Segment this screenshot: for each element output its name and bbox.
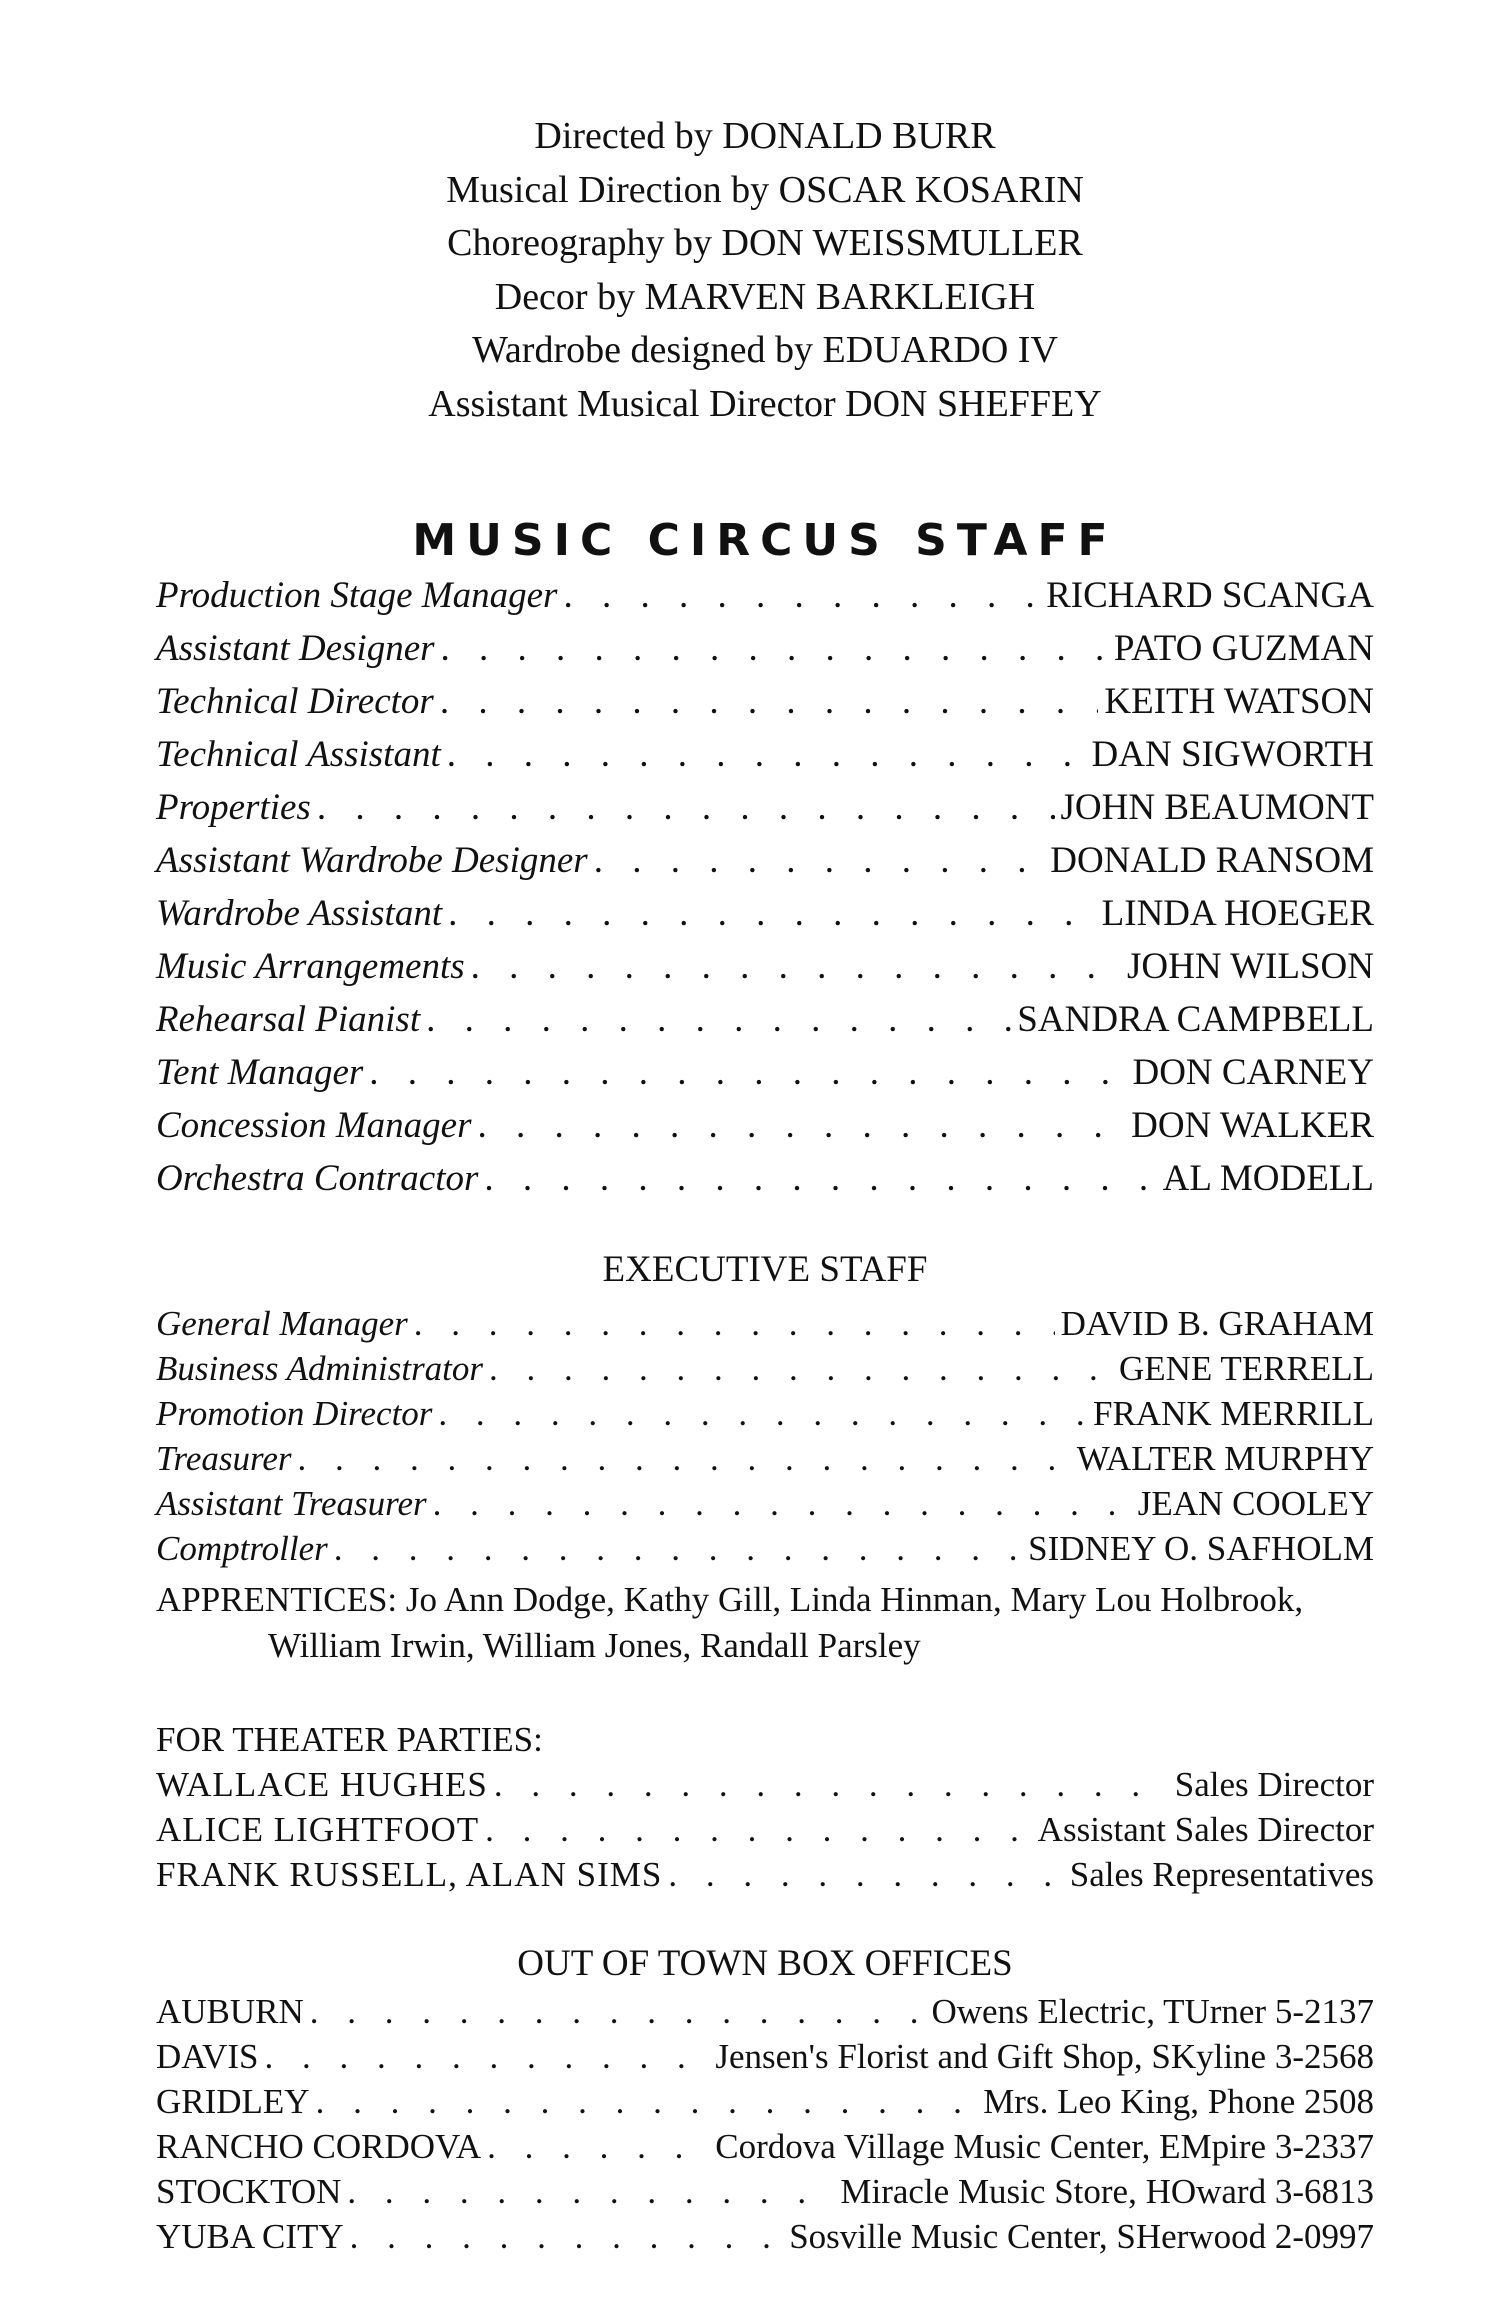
staff-role: Production Stage Manager bbox=[156, 575, 558, 616]
party-contact-row bbox=[156, 1762, 1374, 1807]
contact-name: WALLACE HUGHES bbox=[156, 1765, 488, 1804]
contact-name: FRANK RUSSELL, ALAN SIMS bbox=[156, 1855, 663, 1894]
exec-row bbox=[156, 1526, 1374, 1571]
staff-name: JOHN WILSON bbox=[1126, 946, 1374, 987]
staff-name: LINDA HOEGER bbox=[1101, 893, 1374, 934]
dot-leader bbox=[369, 1046, 1126, 1099]
staff-row bbox=[156, 887, 1374, 940]
staff-name: DAN SIGWORTH bbox=[1091, 734, 1374, 775]
staff-name: JOHN BEAUMONT bbox=[1060, 787, 1374, 828]
town-name: YUBA CITY bbox=[156, 2217, 344, 2256]
town-name: AUBURN bbox=[156, 1992, 304, 2031]
staff-role: Tent Manager bbox=[156, 1052, 364, 1093]
dot-leader bbox=[264, 2034, 709, 2079]
box-offices-list bbox=[156, 1989, 1374, 2259]
exec-name: JEAN COOLEY bbox=[1137, 1484, 1374, 1523]
dot-leader bbox=[485, 1807, 1032, 1852]
program-page bbox=[156, 110, 1374, 2259]
dot-leader bbox=[489, 1346, 1113, 1391]
staff-name: RICHARD SCANGA bbox=[1046, 575, 1374, 616]
contact-role: Sales Director bbox=[1174, 1765, 1374, 1804]
dot-leader bbox=[494, 1762, 1169, 1807]
staff-role: Wardrobe Assistant bbox=[156, 893, 443, 934]
dot-leader bbox=[414, 1301, 1055, 1346]
dot-leader bbox=[347, 2169, 834, 2214]
dot-leader bbox=[487, 2124, 709, 2169]
staff-role: Assistant Wardrobe Designer bbox=[156, 840, 588, 881]
staff-name: PATO GUZMAN bbox=[1113, 628, 1374, 669]
dot-leader bbox=[441, 622, 1108, 675]
town-name: GRIDLEY bbox=[156, 2082, 310, 2121]
music-circus-staff-list bbox=[156, 569, 1374, 1205]
credit-line: Decor by MARVEN BARKLEIGH bbox=[494, 275, 1036, 318]
dot-leader bbox=[426, 993, 1011, 1046]
party-contact-row bbox=[156, 1852, 1374, 1897]
dot-leader bbox=[316, 2079, 978, 2124]
box-office-location: Sosville Music Center, SHerwood 2-0997 bbox=[789, 2217, 1374, 2256]
theater-parties bbox=[156, 1717, 1374, 1897]
dot-leader bbox=[484, 1152, 1156, 1205]
staff-name: DON WALKER bbox=[1131, 1105, 1374, 1146]
dot-leader bbox=[433, 1481, 1132, 1526]
box-office-row bbox=[156, 1989, 1374, 2034]
dot-leader bbox=[471, 940, 1121, 993]
exec-row bbox=[156, 1436, 1374, 1481]
contact-role: Assistant Sales Director bbox=[1037, 1810, 1374, 1849]
exec-role: Treasurer bbox=[156, 1439, 292, 1478]
exec-row bbox=[156, 1481, 1374, 1526]
credit-line: Musical Direction by OSCAR KOSARIN bbox=[446, 168, 1084, 211]
dot-leader bbox=[594, 834, 1045, 887]
box-office-row bbox=[156, 2214, 1374, 2259]
exec-role: General Manager bbox=[156, 1304, 408, 1343]
exec-name: WALTER MURPHY bbox=[1076, 1439, 1374, 1478]
exec-row bbox=[156, 1346, 1374, 1391]
dot-leader bbox=[440, 675, 1099, 728]
staff-role: Music Arrangements bbox=[156, 946, 465, 987]
staff-role: Technical Director bbox=[156, 681, 434, 722]
exec-role: Assistant Treasurer bbox=[156, 1484, 427, 1523]
dot-leader bbox=[478, 1099, 1126, 1152]
exec-name: DAVID B. GRAHAM bbox=[1060, 1304, 1374, 1343]
staff-row bbox=[156, 940, 1374, 993]
dot-leader bbox=[350, 2214, 784, 2259]
exec-name: FRANK MERRILL bbox=[1093, 1394, 1374, 1433]
exec-role: Business Administrator bbox=[156, 1349, 484, 1388]
dot-leader bbox=[447, 728, 1086, 781]
staff-name: DONALD RANSOM bbox=[1050, 840, 1374, 881]
town-name: DAVIS bbox=[156, 2037, 259, 2076]
dot-leader bbox=[668, 1852, 1063, 1897]
staff-name: AL MODELL bbox=[1162, 1158, 1374, 1199]
dot-leader bbox=[438, 1391, 1087, 1436]
apprentices-list bbox=[156, 1577, 1374, 1669]
box-office-location: Jensen's Florist and Gift Shop, SKyline 3-2568 bbox=[715, 2037, 1374, 2076]
box-office-row bbox=[156, 2169, 1374, 2214]
music-circus-staff-heading: MUSIC CIRCUS STAFF bbox=[412, 515, 1118, 566]
town-name: RANCHO CORDOVA bbox=[156, 2127, 482, 2166]
staff-row bbox=[156, 569, 1374, 622]
executive-staff-list bbox=[156, 1301, 1374, 1571]
exec-name: GENE TERRELL bbox=[1118, 1349, 1374, 1388]
credit-line: Assistant Musical Director DON SHEFFEY bbox=[428, 382, 1102, 425]
staff-row bbox=[156, 622, 1374, 675]
apprentices-line: APPRENTICES: Jo Ann Dodge, Kathy Gill, Linda Hinman, Mary Lou Holbrook, bbox=[156, 1580, 1304, 1619]
credit-line: Directed by DONALD BURR bbox=[534, 115, 996, 157]
dot-leader bbox=[563, 569, 1040, 622]
staff-role: Orchestra Contractor bbox=[156, 1158, 479, 1199]
staff-name: SANDRA CAMPBELL bbox=[1017, 999, 1374, 1040]
dot-leader bbox=[448, 887, 1096, 940]
dot-leader bbox=[310, 1989, 926, 2034]
box-office-location: Owens Electric, TUrner 5-2137 bbox=[931, 1992, 1374, 2031]
staff-row bbox=[156, 675, 1374, 728]
production-credits bbox=[156, 110, 1374, 431]
theater-parties-heading: FOR THEATER PARTIES: bbox=[156, 1720, 543, 1759]
staff-row bbox=[156, 781, 1374, 834]
town-name: STOCKTON bbox=[156, 2172, 342, 2211]
credit-line: Choreography by DON WEISSMULLER bbox=[447, 222, 1083, 264]
box-offices-heading: OUT OF TOWN BOX OFFICES bbox=[517, 1943, 1013, 1984]
box-office-location: Mrs. Leo King, Phone 2508 bbox=[983, 2082, 1374, 2121]
exec-role: Comptroller bbox=[156, 1529, 328, 1568]
box-office-row bbox=[156, 2079, 1374, 2124]
staff-row bbox=[156, 993, 1374, 1046]
staff-role: Assistant Designer bbox=[156, 628, 435, 669]
box-office-location: Cordova Village Music Center, EMpire 3-2337 bbox=[715, 2127, 1374, 2166]
staff-name: KEITH WATSON bbox=[1104, 681, 1374, 722]
staff-row bbox=[156, 1152, 1374, 1205]
contact-name: ALICE LIGHTFOOT bbox=[156, 1810, 480, 1849]
staff-role: Technical Assistant bbox=[156, 734, 441, 775]
exec-row bbox=[156, 1301, 1374, 1346]
staff-role: Properties bbox=[156, 787, 311, 828]
contact-role: Sales Representatives bbox=[1069, 1855, 1374, 1894]
box-office-row bbox=[156, 2034, 1374, 2079]
apprentices-line: William Irwin, William Jones, Randall Parsley bbox=[268, 1626, 921, 1665]
dot-leader bbox=[317, 781, 1055, 834]
party-contact-row bbox=[156, 1807, 1374, 1852]
credit-line: Wardrobe designed by EDUARDO IV bbox=[472, 329, 1058, 371]
exec-role: Promotion Director bbox=[156, 1394, 433, 1433]
staff-role: Concession Manager bbox=[156, 1105, 472, 1146]
executive-staff-heading: EXECUTIVE STAFF bbox=[602, 1249, 928, 1290]
staff-row bbox=[156, 1046, 1374, 1099]
staff-row bbox=[156, 1099, 1374, 1152]
staff-name: DON CARNEY bbox=[1132, 1052, 1374, 1093]
staff-row bbox=[156, 728, 1374, 781]
staff-row bbox=[156, 834, 1374, 887]
exec-name: SIDNEY O. SAFHOLM bbox=[1028, 1529, 1374, 1568]
box-office-location: Miracle Music Store, HOward 3-6813 bbox=[840, 2172, 1374, 2211]
staff-role: Rehearsal Pianist bbox=[156, 999, 421, 1040]
dot-leader bbox=[298, 1436, 1071, 1481]
dot-leader bbox=[334, 1526, 1022, 1571]
box-office-row bbox=[156, 2124, 1374, 2169]
exec-row bbox=[156, 1391, 1374, 1436]
